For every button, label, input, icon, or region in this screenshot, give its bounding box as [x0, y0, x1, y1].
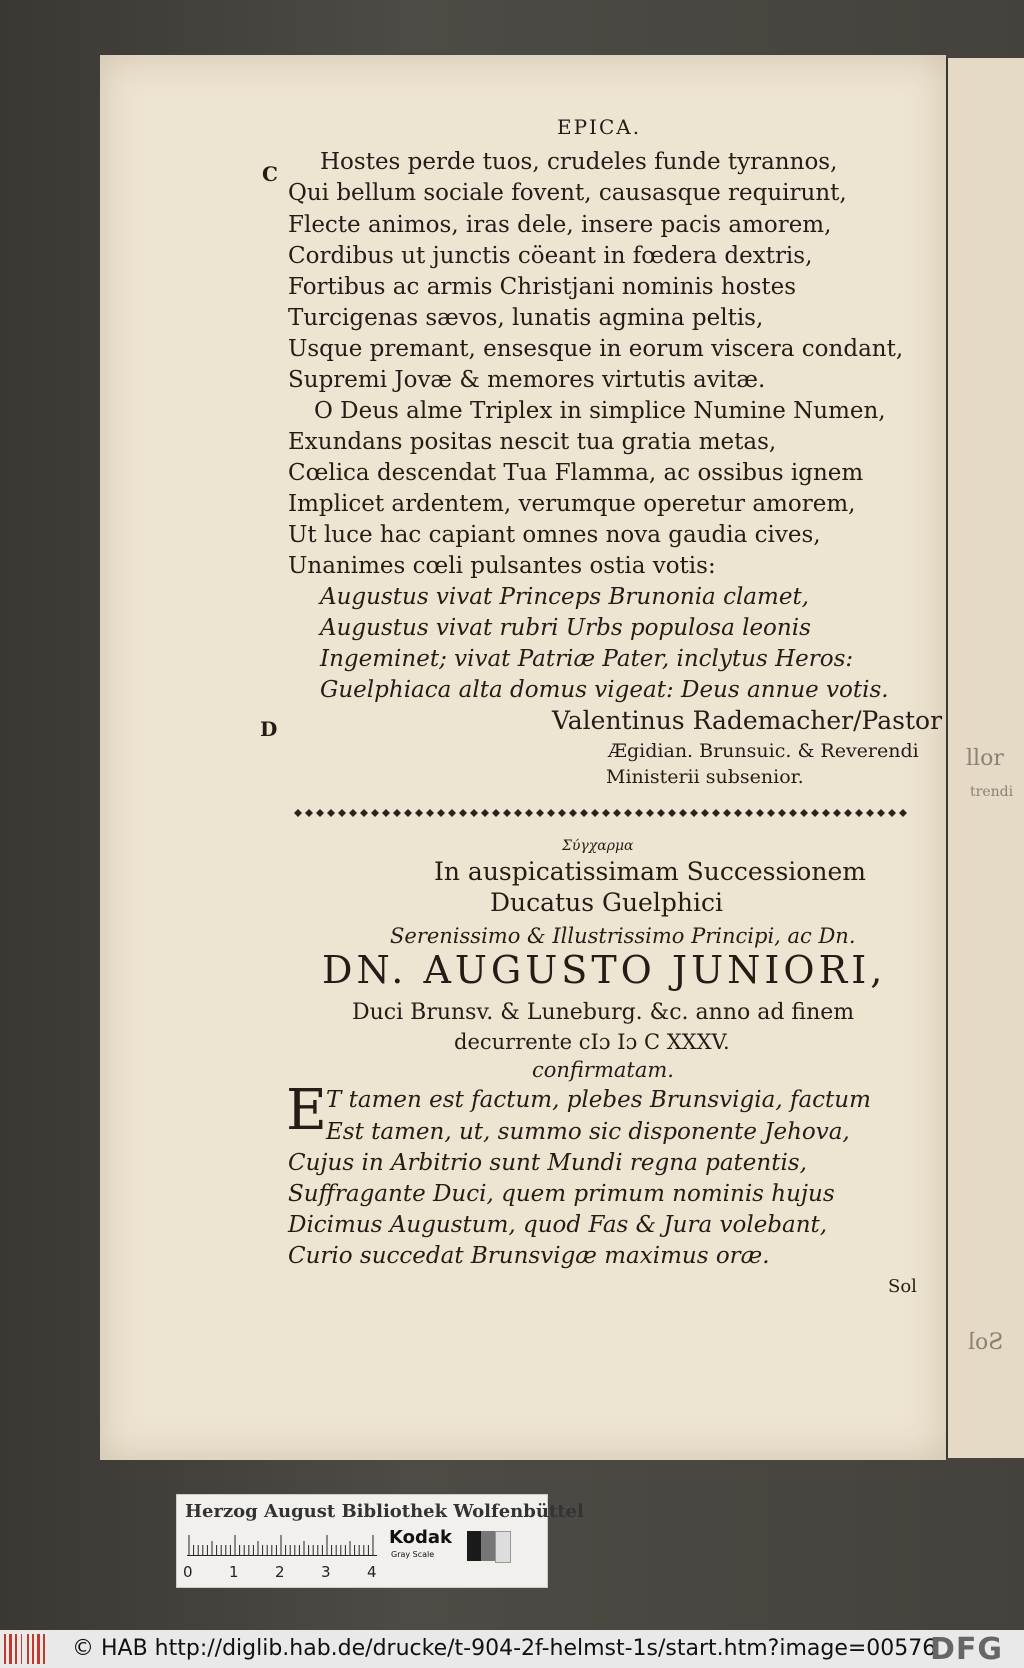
poem-line: Usque premant, ensesque in eorum viscera condant, — [288, 336, 904, 362]
poem-line: O Deus alme Triplex in simplice Numine Numen, — [314, 398, 886, 424]
poem-line: Exundans positas nescit tua gratia metas, — [288, 429, 777, 455]
title-line: In auspicatissimam Successionem — [434, 857, 866, 886]
gray-swatch — [481, 1531, 495, 1561]
poem-line: Curio succedat Brunsvigæ maximus oræ. — [288, 1243, 770, 1269]
ruler-number: 0 — [183, 1563, 193, 1581]
color-calibration-card — [176, 1494, 584, 1588]
poem-line: Fortibus ac armis Christjani nominis hostes — [288, 274, 797, 300]
facing-page-fragment: trendi — [970, 784, 1014, 800]
library-label: Herzog August Bibliothek Wolfenbüttel — [185, 1501, 584, 1522]
poem-line: Ut luce hac capiant omnes nova gaudia cives, — [288, 522, 821, 548]
ruler-number: 4 — [367, 1563, 377, 1581]
scale-ruler — [187, 1533, 377, 1556]
poem-line: Qui bellum sociale fovent, causasque requirunt, — [288, 180, 847, 206]
margin-letter-c: C — [262, 162, 278, 186]
poem-line: Cordibus ut junctis cöeant in fœdera dextris, — [288, 243, 813, 269]
ruler-number: 3 — [321, 1563, 331, 1581]
signature-line: Ministerii subsenior. — [606, 766, 804, 788]
poem-line: Est tamen, ut, summo sic disponente Jehova, — [326, 1119, 850, 1145]
ruler-number: 1 — [229, 1563, 239, 1581]
ruler-number: 2 — [275, 1563, 285, 1581]
poem-line-italic: Ingeminet; vivat Patriæ Pater, inclytus Heros: — [320, 646, 854, 672]
viewer-footer — [0, 1630, 1024, 1668]
barcode-icon — [4, 1634, 48, 1664]
kodak-logo: Kodak — [389, 1527, 452, 1548]
signature-line: Ægidian. Brunsuic. & Reverendi — [608, 740, 919, 762]
dfg-logo: DFG — [930, 1632, 1004, 1667]
poem-line: Turcigenas sævos, lunatis agmina peltis, — [288, 305, 764, 331]
poem-line: Unanimes cœli pulsantes ostia votis: — [288, 553, 716, 579]
dedicatee-name: DN. AUGUSTO JUNIORI, — [322, 948, 887, 992]
poem-line: Cujus in Arbitrio sunt Mundi regna patentis, — [288, 1150, 807, 1176]
poem-line-italic: Augustus vivat rubri Urbs populosa leonis — [320, 615, 811, 641]
gray-scale-label: Gray Scale — [391, 1550, 435, 1559]
ornament-rule — [290, 806, 912, 820]
poem-line: Hostes perde tuos, crudeles funde tyrannos, — [320, 149, 838, 175]
facing-page-edge — [946, 58, 1024, 1458]
source-url[interactable]: © HAB http://diglib.hab.de/drucke/t-904-2f-helmst-1s/start.htm?image=00576 — [72, 1636, 937, 1661]
title-line: decurrente cIɔ Iɔ C XXXV. — [454, 1030, 730, 1054]
poem-line: Flecte animos, iras dele, insere pacis amorem, — [288, 212, 832, 238]
poem-line: T tamen est factum, plebes Brunsvigia, factum — [326, 1087, 871, 1113]
gray-swatch — [495, 1531, 511, 1563]
title-line: Duci Brunsv. & Luneburg. &c. anno ad finem — [352, 1000, 855, 1025]
poem-line: Suffragante Duci, quem primum nominis hujus — [288, 1181, 835, 1207]
greek-heading: Σύγχαρμα — [562, 838, 634, 854]
facing-page-fragment: llor — [966, 746, 1004, 771]
margin-letter-d: D — [260, 717, 278, 741]
title-line: Serenissimo & Illustrissimo Principi, ac Dn. — [390, 924, 856, 948]
gray-swatch — [467, 1531, 481, 1561]
signature-name: Valentinus Rademacher/Pastor — [552, 706, 943, 735]
drop-cap: E — [286, 1078, 327, 1143]
poem-line-italic: Augustus vivat Princeps Brunonia clamet, — [320, 584, 809, 610]
poem-line: Supremi Jovæ & memores virtutis avitæ. — [288, 367, 766, 393]
poem-line: Cœlica descendat Tua Flamma, ac ossibus ignem — [288, 460, 864, 486]
catchword: Sol — [888, 1276, 917, 1297]
poem-line: Dicimus Augustum, quod Fas & Jura volebant, — [288, 1212, 828, 1238]
running-header: EPICA. — [557, 115, 642, 139]
facing-page-fragment: Sol — [968, 1330, 1004, 1355]
title-line: Ducatus Guelphici — [490, 888, 723, 917]
title-line: confirmatam. — [532, 1058, 674, 1082]
poem-line: Implicet ardentem, verumque operetur amorem, — [288, 491, 856, 517]
poem-line-italic: Guelphiaca alta domus vigeat: Deus annue votis. — [320, 677, 889, 703]
